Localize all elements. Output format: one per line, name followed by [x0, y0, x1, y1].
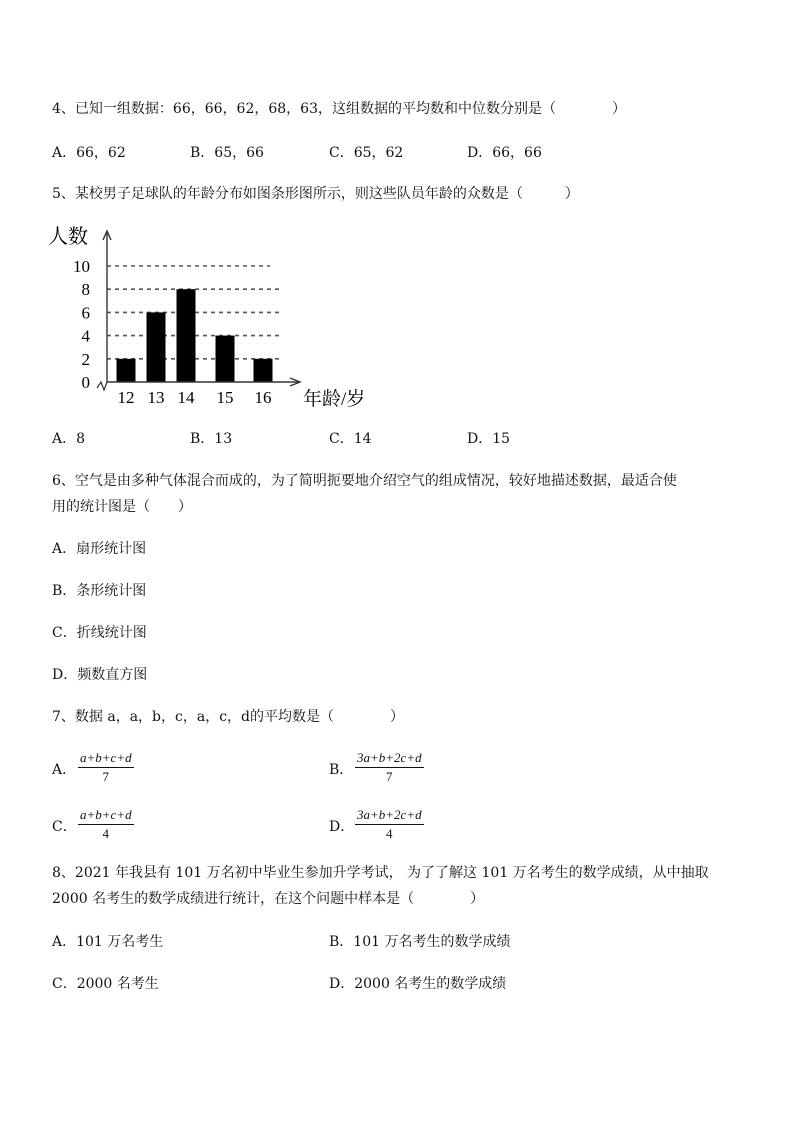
axis-break-mark	[97, 382, 107, 390]
fraction-numerator: a+b+c+d	[78, 806, 134, 825]
q7-option-a-fraction	[78, 749, 134, 786]
fraction-numerator: a+b+c+d	[78, 749, 134, 768]
fraction-numerator: 3a+b+2c+d	[355, 749, 424, 768]
q8-option-d: D．2000 名考生的数学成绩	[329, 976, 507, 992]
y-tick-label-10: 10	[73, 257, 90, 276]
question-6-stem-line1: 6、空气是由多种气体混合而成的，为了简明扼要地介绍空气的组成情况，较好地描述数据，最适合使	[52, 473, 677, 489]
q8-option-b: B．101 万名考生的数学成绩	[329, 934, 511, 950]
bar-12	[117, 359, 136, 382]
q6-option-b: B．条形统计图	[52, 583, 147, 599]
question-6-stem-line2: 用的统计图是（ ）	[52, 499, 192, 515]
bar-13	[147, 312, 166, 382]
question-5-stem: 5、某校男子足球队的年龄分布如图条形图所示，则这些队员年龄的众数是（ ）	[52, 186, 579, 202]
q4-option-d: D．66，66	[467, 145, 542, 161]
y-tick-label-6: 6	[81, 303, 90, 323]
y-axis-label: 人数	[48, 226, 88, 248]
fraction-numerator: 3a+b+2c+d	[355, 806, 424, 825]
question-8-stem-line1: 8、2021 年我县有 101 万名初中毕业生参加升学考试， 为了了解这 101 万名考生的数学成绩，从中抽取	[52, 865, 709, 881]
q7-option-c-letter: C．	[52, 819, 77, 835]
q5-option-a: A．8	[52, 431, 86, 447]
bar-14	[177, 289, 196, 382]
q5-option-c: C．14	[329, 431, 372, 447]
x-axis-label: 年龄/岁	[303, 389, 366, 410]
q4-option-b: B．65，66	[190, 145, 264, 161]
age-bar-chart	[44, 222, 384, 412]
chart-x-tick-labels	[118, 388, 272, 407]
q8-option-c: C．2000 名考生	[52, 976, 159, 992]
fraction-denominator: 4	[102, 826, 110, 841]
y-tick-label-8: 8	[81, 280, 90, 300]
q7-option-b	[329, 749, 529, 789]
q5-option-b: B．13	[190, 431, 233, 447]
q5-option-d: D．15	[467, 431, 511, 447]
x-tick-label-13: 13	[147, 388, 165, 407]
q7-option-b-letter: B．	[329, 762, 354, 778]
q6-option-a: A．扇形统计图	[52, 541, 147, 557]
q7-option-d-letter: D．	[329, 819, 355, 835]
chart-y-tick-labels	[73, 257, 91, 392]
q7-option-b-fraction	[355, 749, 424, 786]
question-7-stem: 7、数据 a，a，b，c，a，c，d的平均数是（ ）	[52, 709, 405, 725]
x-tick-label-14: 14	[177, 388, 195, 407]
x-tick-label-12: 12	[117, 388, 135, 407]
q4-option-a: A．66，62	[52, 145, 126, 161]
q7-option-d	[329, 806, 529, 846]
y-tick-label-2: 2	[81, 349, 90, 369]
q7-option-c	[52, 806, 252, 846]
x-tick-label-15: 15	[216, 388, 234, 407]
q7-option-a-letter: A．	[52, 762, 77, 778]
q7-option-a	[52, 749, 252, 789]
q8-option-a: A．101 万名考生	[52, 934, 164, 950]
fraction-denominator: 7	[386, 769, 393, 784]
bar-15	[216, 336, 235, 382]
q4-option-c: C．65，62	[329, 145, 404, 161]
question-8-stem-line2: 2000 名考生的数学成绩进行统计，在这个问题中样本是（ ）	[52, 891, 485, 907]
bar-16	[254, 359, 273, 382]
y-tick-label-0: 0	[81, 373, 90, 392]
question-4-stem: 4、已知一组数据：66，66，62，68，63，这组数据的平均数和中位数分别是（ ）	[52, 101, 626, 117]
q7-option-c-fraction	[78, 806, 134, 843]
x-tick-label-16: 16	[254, 388, 272, 407]
fraction-denominator: 7	[102, 769, 110, 784]
q7-option-d-fraction	[355, 806, 424, 843]
y-tick-label-4: 4	[81, 326, 90, 346]
q6-option-c: C．折线统计图	[52, 625, 147, 641]
q6-option-d: D．频数直方图	[52, 667, 148, 683]
fraction-denominator: 4	[386, 826, 393, 841]
